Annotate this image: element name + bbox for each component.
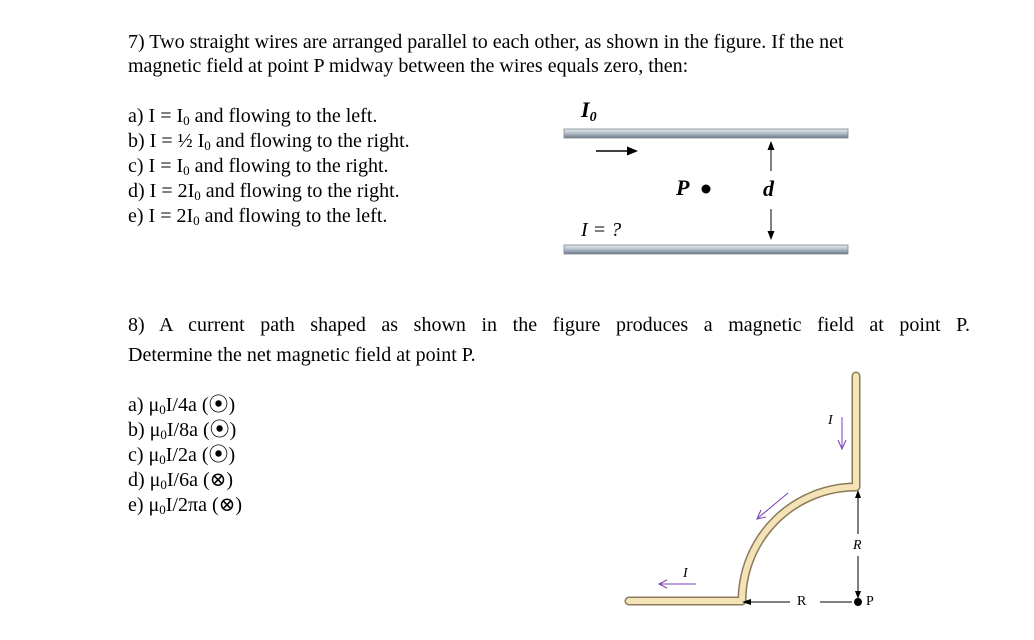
q7-option-a[interactable]: a) $I = I_0$ and flowing to the left. <box>128 105 378 128</box>
vertical-current-label: I <box>828 413 833 428</box>
point-p-label-q8: P <box>866 594 874 609</box>
arrow-left-icon <box>659 580 696 588</box>
q7-question-line-2: magnetic field at point P midway between the wires equals zero, then: <box>128 55 689 77</box>
current-path <box>629 376 856 601</box>
point-p-label: P <box>676 175 690 200</box>
radius-horizontal-label: R <box>797 594 807 609</box>
bottom-current-label: I = ? <box>581 219 622 241</box>
q7-option-b[interactable]: b) I = ½ $I_0$ and flowing to the right. <box>128 130 410 153</box>
q8-option-e[interactable]: e) $\mu_0I/2\pi a$ (⊗) <box>128 494 243 517</box>
q8-option-d[interactable]: d) $\mu_0I/6a$ (⊗) <box>128 469 234 492</box>
q8-option-c[interactable]: c) $\mu_0I/2a$ (⦿) <box>128 444 236 467</box>
arrow-down-icon <box>838 417 846 449</box>
q8-option-b[interactable]: b) $\mu_0I/8a$ (⦿) <box>128 419 237 442</box>
q7-question-line-1: 7) Two straight wires are arranged parallel to each other, as shown in the figure. If the net <box>128 31 844 53</box>
q7-option-c[interactable]: c) $I = I_0$ and flowing to the right. <box>128 155 389 178</box>
horizontal-current-label: I <box>683 566 688 581</box>
q8-question-line-2: Determine the net magnetic field at point P. <box>128 344 476 366</box>
q7-option-e[interactable]: e) $I = 2I_0$ and flowing to the left. <box>128 205 388 228</box>
q7-option-d[interactable]: d) $I = 2I_0$ and flowing to the right. <box>128 180 400 203</box>
radius-vertical-label: R <box>853 538 862 553</box>
point-p-dot <box>854 598 862 606</box>
q8-question-line-1: 8) A current path shaped as shown in the figure produces a magnetic field at point P. <box>128 314 970 336</box>
top-current-label: $I_0$ <box>581 97 597 125</box>
q8-option-a[interactable]: a) $\mu_0I/4a$ (⦿) <box>128 394 236 417</box>
distance-label: d <box>763 176 774 201</box>
